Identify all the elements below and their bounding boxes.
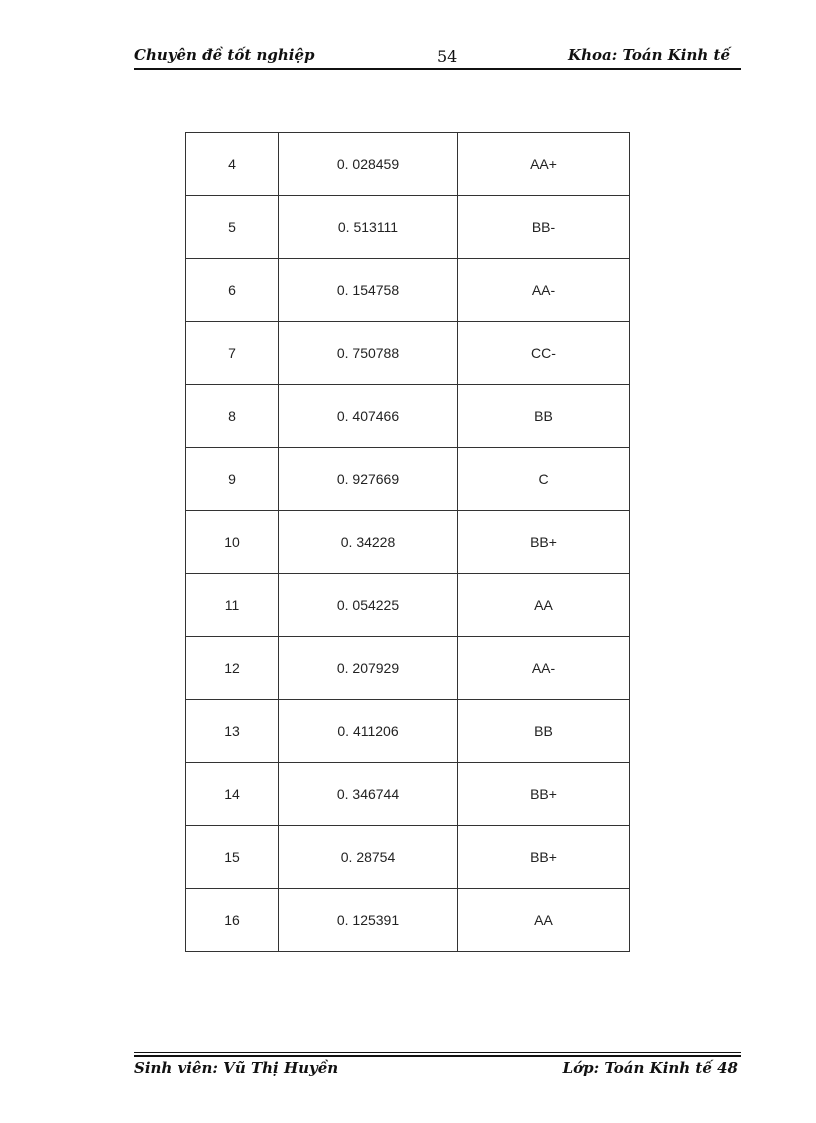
page-header <box>134 44 740 66</box>
value-cell: 0. 927669 <box>279 448 458 511</box>
value-cell: 0. 054225 <box>279 574 458 637</box>
table-row <box>186 133 630 196</box>
row-index-cell: 6 <box>186 259 279 322</box>
row-index-cell: 14 <box>186 763 279 826</box>
row-index-cell: 5 <box>186 196 279 259</box>
table-row <box>186 637 630 700</box>
value-cell: 0. 750788 <box>279 322 458 385</box>
page-number: 54 <box>437 47 458 66</box>
value-cell: 0. 028459 <box>279 133 458 196</box>
value-cell: 0. 207929 <box>279 637 458 700</box>
data-table <box>185 132 630 952</box>
value-cell: 0. 411206 <box>279 700 458 763</box>
row-index-cell: 16 <box>186 889 279 952</box>
row-index-cell: 15 <box>186 826 279 889</box>
rating-cell: AA <box>458 889 630 952</box>
row-index-cell: 10 <box>186 511 279 574</box>
table-row <box>186 511 630 574</box>
row-index-cell: 8 <box>186 385 279 448</box>
page-footer <box>134 1059 740 1081</box>
rating-cell: AA <box>458 574 630 637</box>
value-cell: 0. 346744 <box>279 763 458 826</box>
table-row <box>186 259 630 322</box>
rating-cell: AA- <box>458 637 630 700</box>
row-index-cell: 4 <box>186 133 279 196</box>
value-cell: 0. 34228 <box>279 511 458 574</box>
rating-cell: BB+ <box>458 763 630 826</box>
value-cell: 0. 407466 <box>279 385 458 448</box>
row-index-cell: 9 <box>186 448 279 511</box>
footer-student-name: Sinh viên: Vũ Thị Huyền <box>134 1059 339 1077</box>
table-row <box>186 574 630 637</box>
value-cell: 0. 125391 <box>279 889 458 952</box>
row-index-cell: 7 <box>186 322 279 385</box>
rating-cell: BB+ <box>458 511 630 574</box>
rating-cell: BB <box>458 700 630 763</box>
rating-cell: BB- <box>458 196 630 259</box>
table-row <box>186 826 630 889</box>
header-rule <box>134 68 741 70</box>
table-row <box>186 322 630 385</box>
footer-rule-thick <box>134 1055 741 1057</box>
footer-rule-thin <box>134 1052 741 1053</box>
rating-cell: AA+ <box>458 133 630 196</box>
rating-cell: C <box>458 448 630 511</box>
value-cell: 0. 513111 <box>279 196 458 259</box>
rating-cell: CC- <box>458 322 630 385</box>
value-cell: 0. 28754 <box>279 826 458 889</box>
rating-cell: BB+ <box>458 826 630 889</box>
header-faculty: Khoa: Toán Kinh tế <box>568 46 730 64</box>
table-row <box>186 385 630 448</box>
footer-class: Lớp: Toán Kinh tế 48 <box>562 1059 738 1077</box>
table-row <box>186 700 630 763</box>
rating-cell: AA- <box>458 259 630 322</box>
rating-cell: BB <box>458 385 630 448</box>
table-row <box>186 889 630 952</box>
value-cell: 0. 154758 <box>279 259 458 322</box>
table-row <box>186 448 630 511</box>
header-document-type: Chuyên đề tốt nghiệp <box>134 46 315 64</box>
row-index-cell: 11 <box>186 574 279 637</box>
table-row <box>186 196 630 259</box>
row-index-cell: 13 <box>186 700 279 763</box>
row-index-cell: 12 <box>186 637 279 700</box>
table-row <box>186 763 630 826</box>
